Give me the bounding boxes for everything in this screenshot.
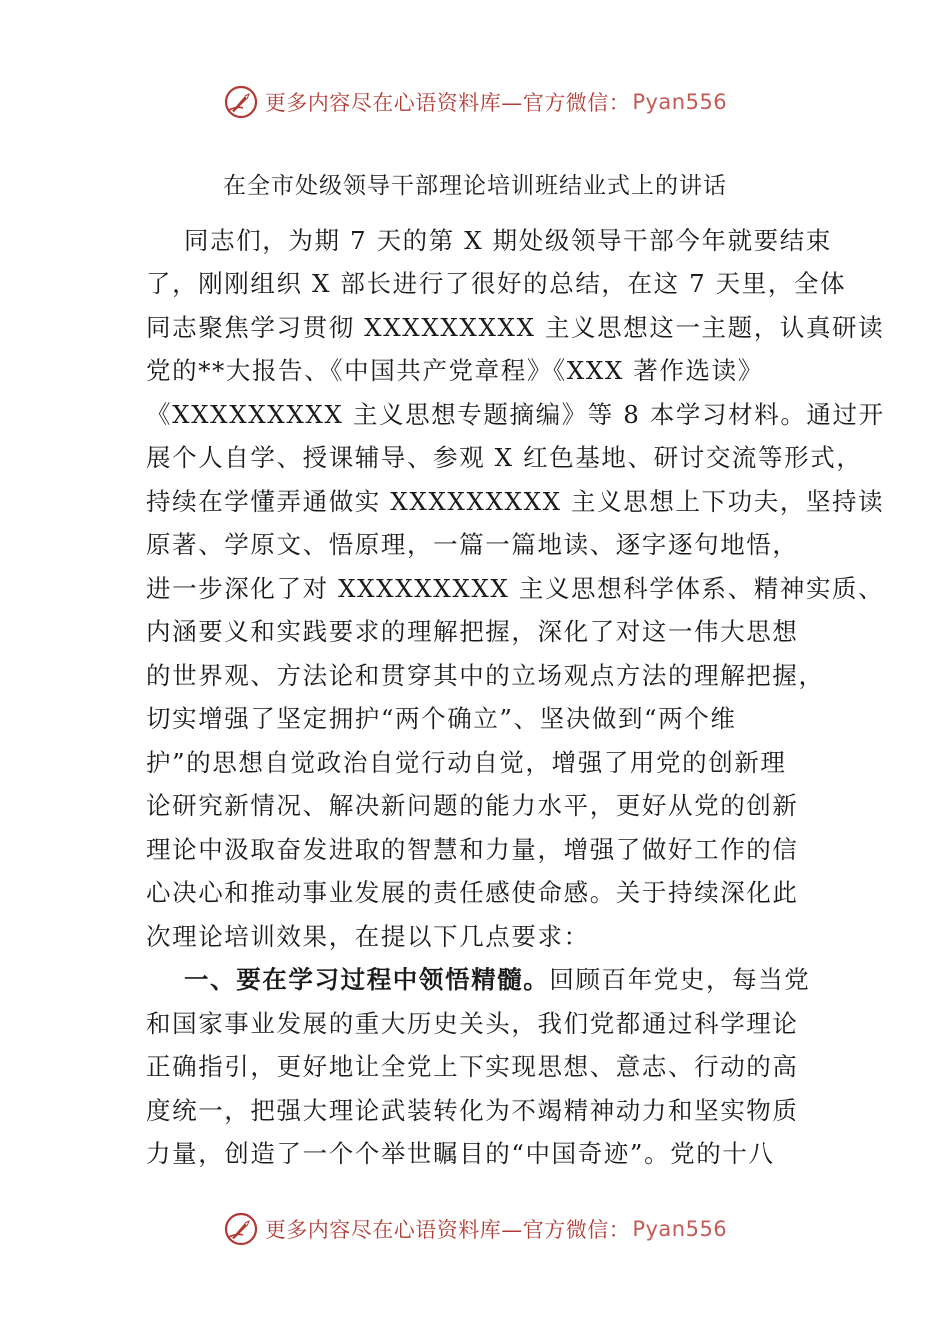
body-line: 内涵要义和实践要求的理解把握，深化了对这一伟大思想 [146, 617, 799, 646]
body-line: 了，刚刚组织 X 部长进行了很好的总结，在这 7 天里，全体 [146, 269, 847, 298]
body-line: 切实增强了坚定拥护“两个确立”、坚决做到“两个维 [146, 704, 737, 733]
section-1-first-line-text: 回顾百年党史，每当党 [549, 965, 811, 994]
watermark-footer [0, 1209, 950, 1249]
body-line: 原著、学原文、悟原理，一篇一篇地读、逐字逐句地悟， [146, 530, 799, 559]
body-line: 正确指引，更好地让全党上下实现思想、意志、行动的高 [146, 1052, 799, 1081]
body-line: 度统一，把强大理论武装转化为不竭精神动力和坚实物质 [146, 1096, 799, 1125]
watermark-header [0, 82, 950, 122]
body-line: 理论中汲取奋发进取的智慧和力量，增强了做好工作的信 [146, 835, 799, 864]
body-line: 护”的思想自觉政治自觉行动自觉，增强了用党的创新理 [146, 748, 787, 777]
watermark-wechat-id: Pyan556 [632, 90, 728, 114]
body-line: 《XXXXXXXXX 主义思想专题摘编》等 8 本学习材料。通过开 [146, 400, 885, 429]
watermark-text: 更多内容尽在心语资料库—官方微信： [264, 1218, 631, 1242]
section-1-heading: 一、要在学习过程中领悟精髓。 [184, 965, 550, 994]
body-line: 论研究新情况、解决新问题的能力水平，更好从党的创新 [146, 791, 799, 820]
pen-nib-logo-icon [223, 1211, 259, 1247]
body-line: 心决心和推动事业发展的责任感使命感。关于持续深化此 [146, 878, 799, 907]
pen-nib-logo-icon [223, 84, 259, 120]
body-line: 进一步深化了对 XXXXXXXXX 主义思想科学体系、精神实质、 [146, 574, 885, 603]
body-line: 持续在学懂弄通做实 XXXXXXXXX 主义思想上下功夫，坚持读 [146, 487, 885, 516]
body-line: 党的**大报告、《中国共产党章程》《XXX 著作选读》 [146, 356, 764, 385]
document-title: 在全市处级领导干部理论培训班结业式上的讲话 [223, 173, 727, 199]
body-line: 和国家事业发展的重大历史关头，我们党都通过科学理论 [146, 1009, 799, 1038]
watermark-text: 更多内容尽在心语资料库—官方微信： [264, 91, 631, 115]
body-line: 同志聚焦学习贯彻 XXXXXXXXX 主义思想这一主题，认真研读 [146, 313, 885, 342]
body-line: 次理论培训效果，在提以下几点要求： [146, 922, 590, 951]
body-line: 的世界观、方法论和贯穿其中的立场观点方法的理解把握， [146, 661, 825, 690]
body-line: 力量，创造了一个个举世瞩目的“中国奇迹”。党的十八 [146, 1139, 775, 1168]
body-line: 展个人自学、授课辅导、参观 X 红色基地、研讨交流等形式， [146, 443, 863, 472]
section-1-first-line [184, 962, 810, 998]
body-line: 同志们，为期 7 天的第 X 期处级领导干部今年就要结束 [184, 226, 832, 255]
watermark-wechat-id: Pyan556 [632, 1217, 728, 1241]
